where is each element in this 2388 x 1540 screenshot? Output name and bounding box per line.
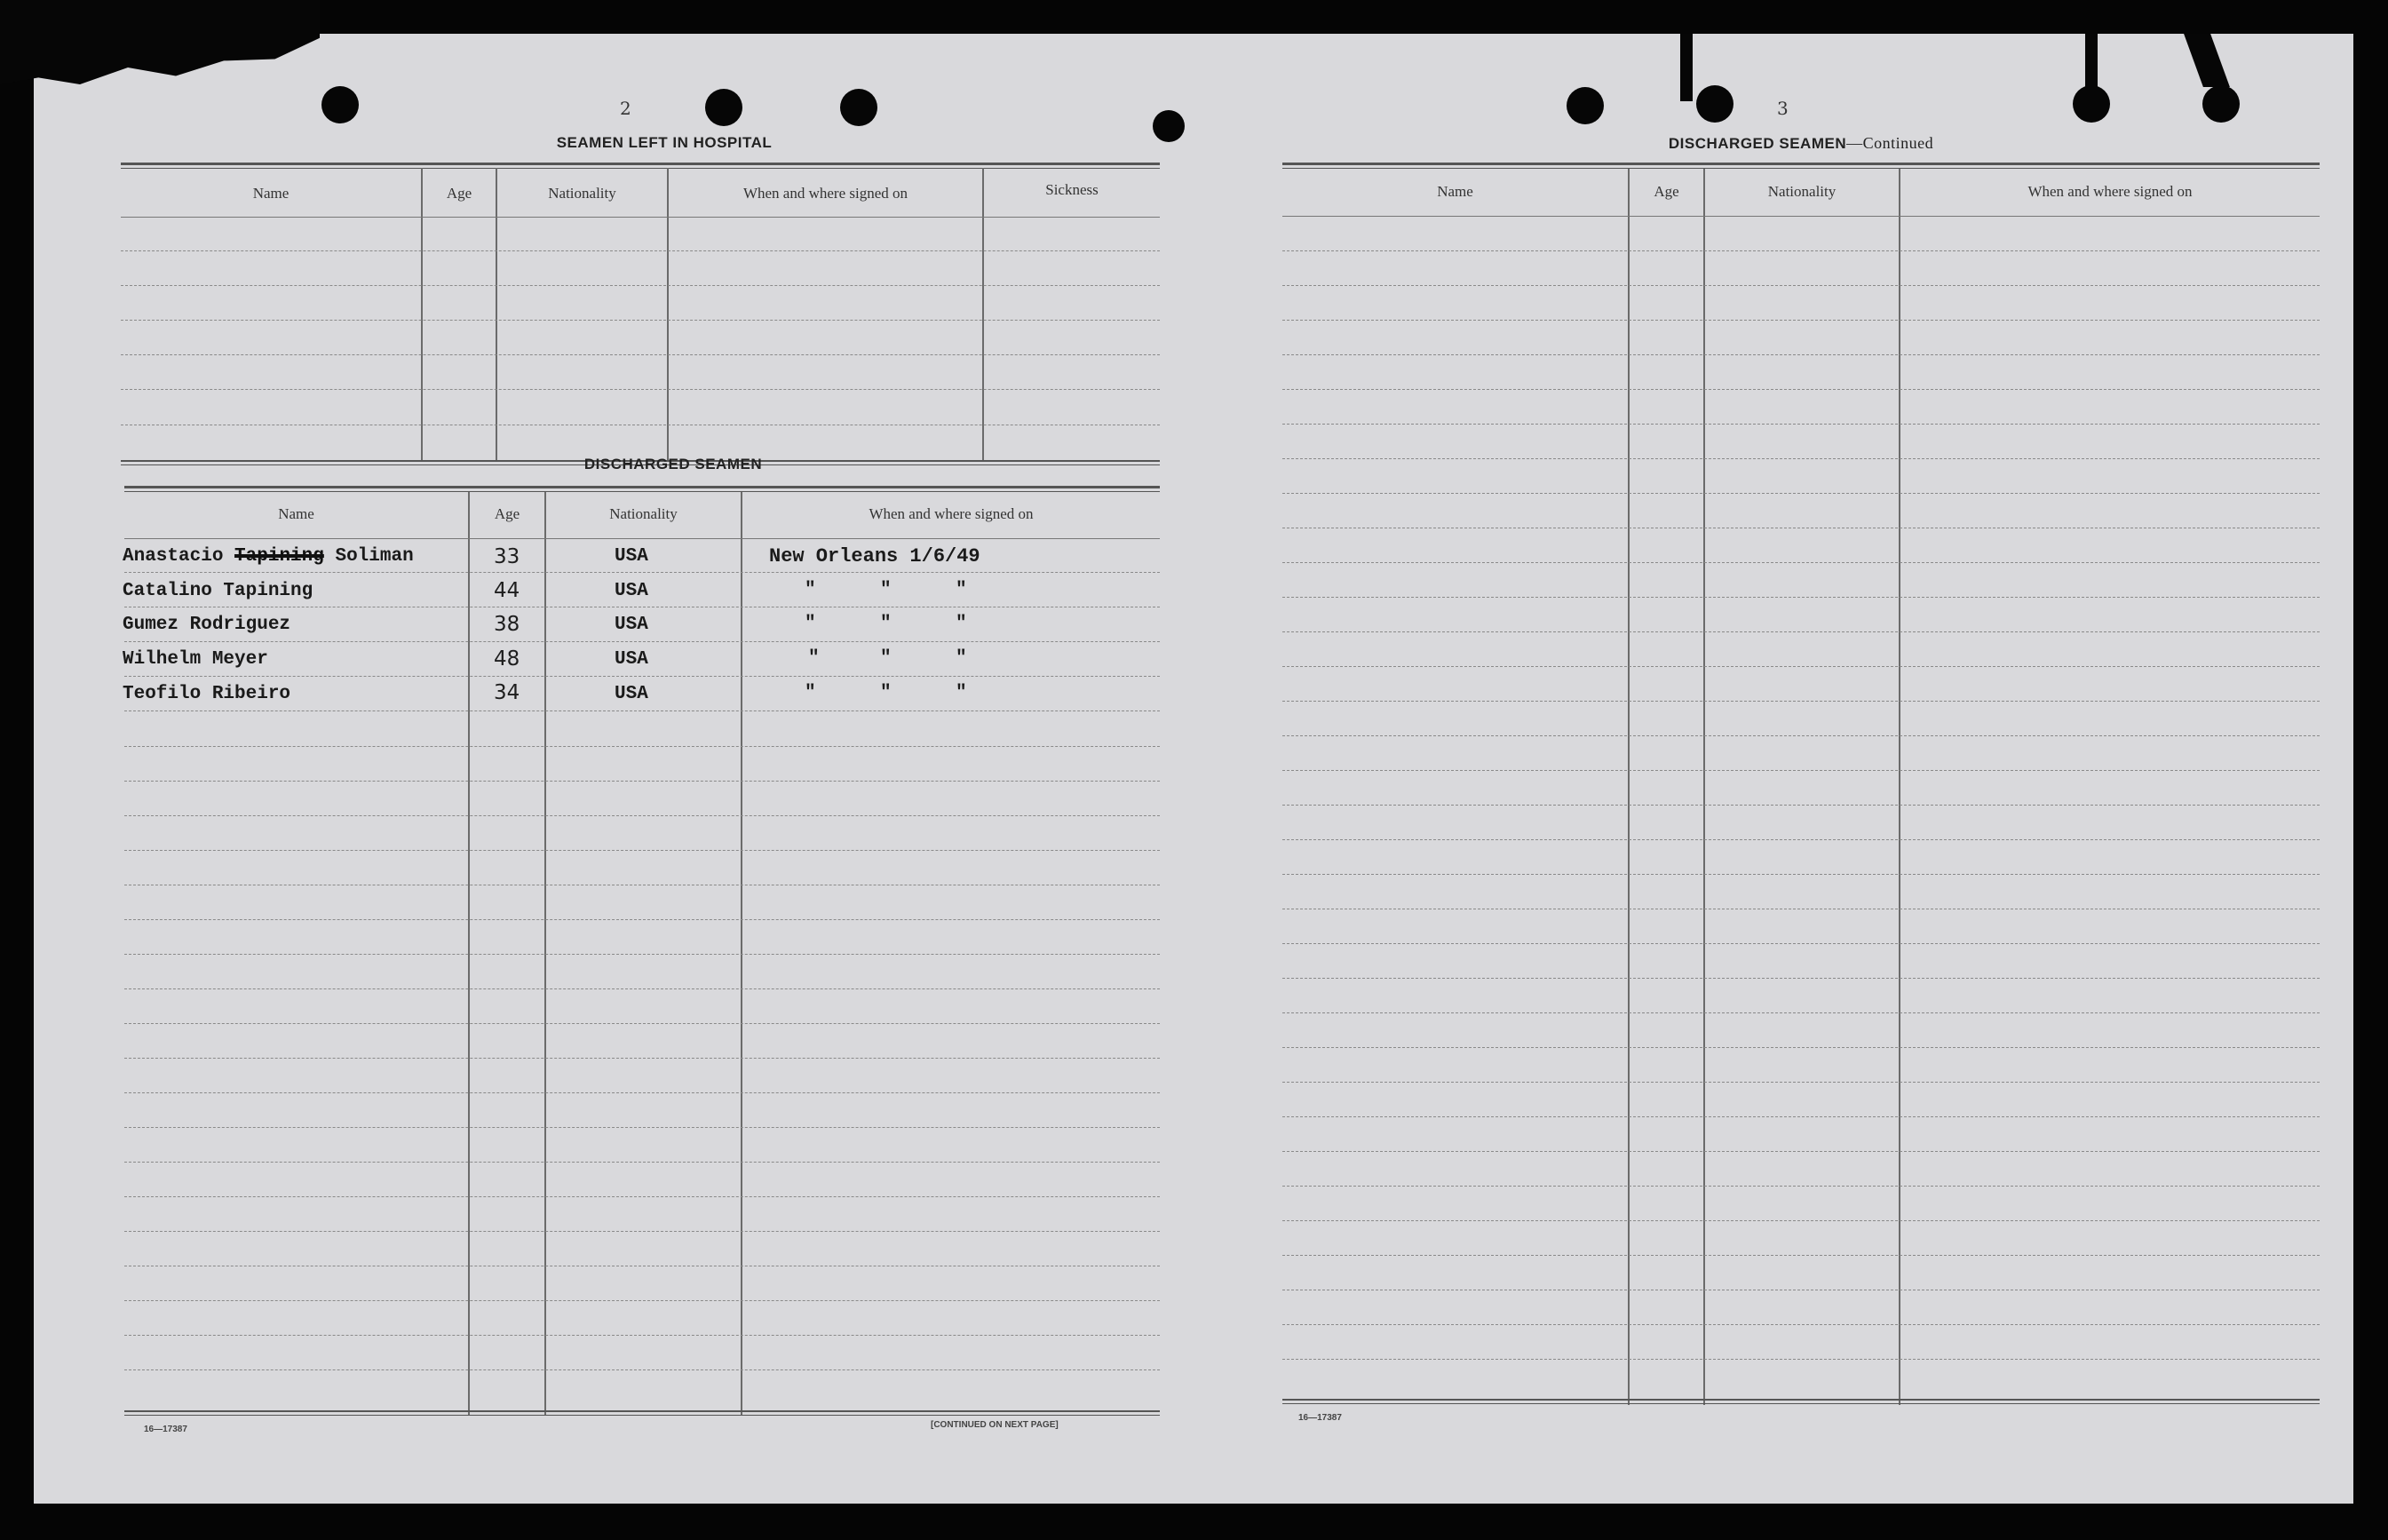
discharged-section-title: DISCHARGED SEAMEN: [583, 456, 763, 472]
page-number-left: 2: [620, 98, 631, 119]
discharged-top-rule: [124, 486, 1160, 488]
hospital-header-name: Name: [252, 185, 290, 202]
hole-streak: [2085, 34, 2098, 96]
ditto-mark: ": [956, 580, 967, 600]
hospital-header-nationality: Nationality: [548, 185, 616, 202]
seaman-nationality: USA: [615, 581, 648, 601]
punch-hole: [840, 89, 877, 126]
seaman-nationality: USA: [615, 684, 648, 704]
manifest-sheet: [34, 34, 2353, 1504]
punch-hole: [1696, 85, 1733, 123]
page-number-right: 3: [1777, 98, 1789, 119]
ditto-mark: ": [805, 683, 816, 703]
hospital-header-signed-on: When and where signed on: [742, 185, 908, 202]
hole-streak: [1680, 34, 1693, 101]
discharged-continued-title: DISCHARGED SEAMEN—Continued: [1668, 134, 1934, 152]
hospital-section-title: SEAMEN LEFT IN HOSPITAL: [556, 134, 773, 151]
hospital-top-rule-thin: [121, 168, 1160, 169]
ditto-mark: ": [880, 614, 892, 634]
ditto-mark: ": [880, 580, 892, 600]
continued-header-nationality: Nationality: [1767, 183, 1837, 200]
hospital-header-age: Age: [446, 185, 472, 202]
punch-hole: [2202, 85, 2240, 123]
seaman-age: 34: [494, 681, 520, 704]
seaman-nationality: USA: [615, 649, 648, 670]
ditto-mark: ": [956, 683, 967, 703]
ditto-mark: ": [805, 580, 816, 600]
hospital-header-sickness: Sickness: [1045, 181, 1099, 198]
continued-note: [CONTINUED ON NEXT PAGE]: [931, 1420, 1059, 1430]
punch-hole: [1567, 87, 1604, 124]
punch-hole: [1153, 110, 1185, 142]
hospital-top-rule: [121, 163, 1160, 165]
seaman-nationality: USA: [615, 546, 648, 567]
continued-header-name: Name: [1437, 183, 1473, 200]
continued-header-age: Age: [1654, 183, 1679, 200]
seaman-signed-on: New Orleans 1/6/49: [769, 545, 980, 568]
seaman-age: 48: [494, 647, 520, 671]
struck-out-text: Tapining: [234, 546, 324, 567]
punch-hole: [321, 86, 359, 123]
ditto-mark: ": [956, 614, 967, 634]
discharged-header-age: Age: [494, 505, 520, 522]
ditto-mark: ": [956, 648, 967, 669]
seaman-name: Catalino Tapining: [123, 581, 313, 601]
ditto-mark: ": [880, 683, 892, 703]
ditto-mark: ": [805, 614, 816, 634]
seaman-age: 33: [494, 545, 520, 568]
continued-header-signed-on: When and where signed on: [2027, 183, 2193, 200]
form-number-right: 16—17387: [1298, 1413, 1342, 1423]
discharged-header-signed-on: When and where signed on: [869, 505, 1034, 522]
seaman-name: Anastacio Tapining Soliman: [123, 546, 414, 567]
punch-hole: [705, 89, 742, 126]
seaman-age: 38: [494, 613, 520, 636]
seaman-age: 44: [494, 579, 520, 602]
ditto-mark: ": [808, 648, 820, 669]
seaman-name: Teofilo Ribeiro: [123, 684, 291, 704]
discharged-header-name: Name: [278, 505, 314, 522]
ditto-mark: ": [880, 648, 892, 669]
seaman-name: Wilhelm Meyer: [123, 649, 268, 670]
seaman-name: Gumez Rodriguez: [123, 615, 291, 635]
discharged-header-nationality: Nationality: [609, 505, 678, 522]
form-number-left: 16—17387: [144, 1425, 187, 1434]
seaman-nationality: USA: [615, 615, 648, 635]
